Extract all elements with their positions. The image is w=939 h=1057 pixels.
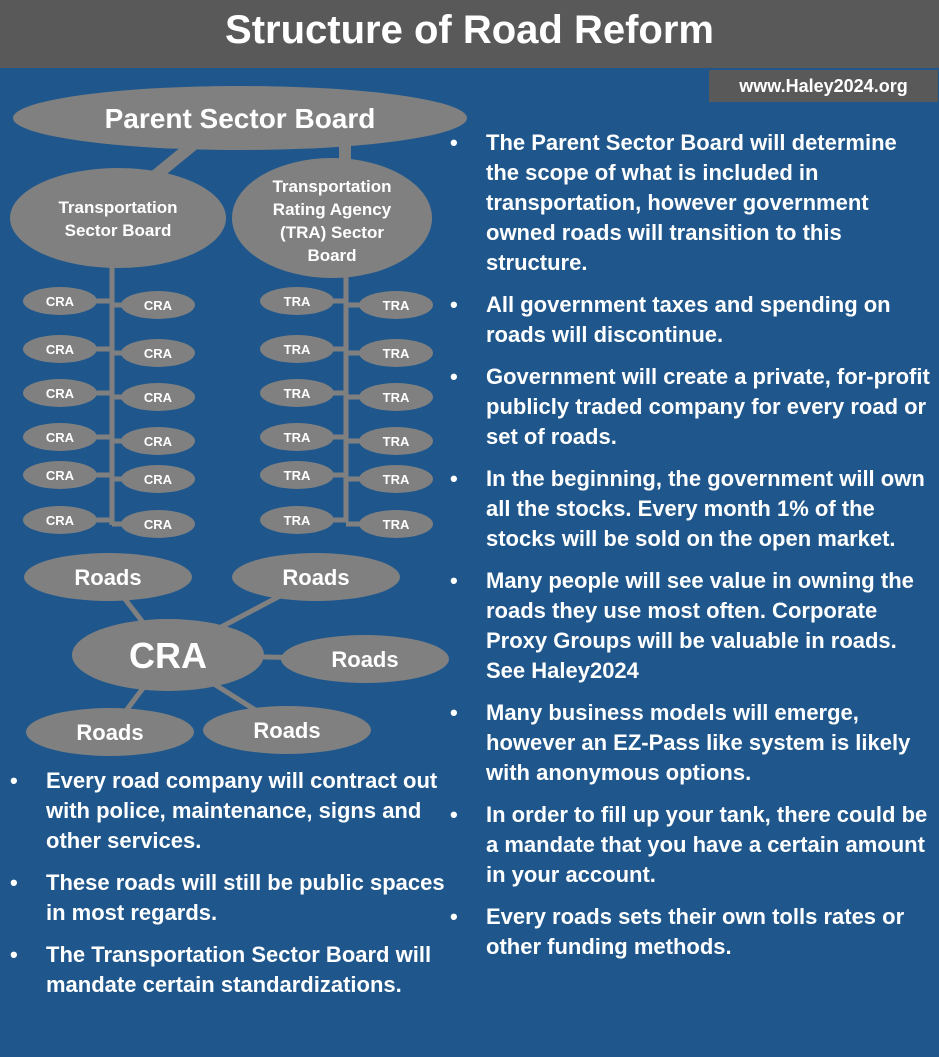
cra-oval-label: CRA: [45, 468, 75, 483]
road-label: Roads: [331, 647, 399, 672]
tra-board-line-2: Rating Agency: [272, 200, 392, 219]
tra-oval-label: TRA: [382, 346, 410, 361]
left-bullet-1: • Every road company will contract out with police, maintenance, signs and other services.: [8, 766, 458, 856]
cra-oval-label: CRA: [45, 513, 75, 528]
tra-oval-label: TRA: [382, 298, 410, 313]
road-label: Roads: [282, 565, 350, 590]
tra-oval-label: TRA: [283, 468, 311, 483]
cra-hub-label: CRA: [129, 635, 207, 676]
cra-oval-label: CRA: [45, 342, 75, 357]
tra-oval-label: TRA: [382, 390, 410, 405]
road-label: Roads: [74, 565, 142, 590]
website-url[interactable]: www.Haley2024.org: [709, 70, 938, 102]
cra-oval-label: CRA: [143, 346, 173, 361]
cra-oval-label: CRA: [143, 472, 173, 487]
tra-oval-label: TRA: [382, 434, 410, 449]
tra-oval-label: TRA: [382, 517, 410, 532]
left-bullet-3: • The Transportation Sector Board will mandate certain standardizations.: [8, 940, 458, 1000]
right-bullet-5: • Many people will see value in owning the roads they use most often. Corporate Proxy Groups will be valuable in roads. See Haley2024: [448, 566, 933, 686]
tra-board-line-4: Board: [307, 246, 357, 265]
transportation-sector-board: [10, 168, 226, 268]
left-bullet-list: [8, 766, 458, 1012]
cra-oval-label: CRA: [143, 298, 173, 313]
cra-oval-label: CRA: [45, 386, 75, 401]
parent-sector-board-label: Parent Sector Board: [104, 103, 376, 134]
tra-oval-label: TRA: [283, 342, 311, 357]
tra-board-line-1: Transportation: [272, 177, 392, 196]
left-bullet-2: • These roads will still be public spaces in most regards.: [8, 868, 458, 928]
right-bullet-list: [448, 128, 933, 974]
cra-oval-label: CRA: [45, 294, 75, 309]
right-bullet-2: • All government taxes and spending on roads will discontinue.: [448, 290, 933, 350]
tra-board-line-3: (TRA) Sector: [280, 223, 384, 242]
right-bullet-4: • In the beginning, the government will own all the stocks. Every month 1% of the stocks will be sold on the open market.: [448, 464, 933, 554]
cra-oval-label: CRA: [45, 430, 75, 445]
tra-oval-label: TRA: [283, 513, 311, 528]
right-bullet-8: • Every roads sets their own tolls rates or other funding methods.: [448, 902, 933, 962]
transportation-board-line-2: Sector Board: [64, 221, 172, 240]
transportation-board-line-1: Transportation: [58, 198, 178, 217]
cra-oval-label: CRA: [143, 517, 173, 532]
right-bullet-6: • Many business models will emerge, however an EZ-Pass like system is likely with anonymous options.: [448, 698, 933, 788]
tra-oval-label: TRA: [382, 472, 410, 487]
tra-oval-label: TRA: [283, 386, 311, 401]
tra-oval-label: TRA: [283, 294, 311, 309]
cra-oval-label: CRA: [143, 434, 173, 449]
right-bullet-1: • The Parent Sector Board will determine the scope of what is included in transportation, however government owned roads will transition to this structure.: [448, 128, 933, 278]
cra-ovals: [23, 287, 195, 538]
road-label: Roads: [76, 720, 144, 745]
right-bullet-3: • Government will create a private, for-profit publicly traded company for every road or set of roads.: [448, 362, 933, 452]
road-label: Roads: [253, 718, 321, 743]
right-bullet-7: • In order to fill up your tank, there could be a mandate that you have a certain amount in your account.: [448, 800, 933, 890]
tra-oval-label: TRA: [283, 430, 311, 445]
cra-oval-label: CRA: [143, 390, 173, 405]
page-title: Structure of Road Reform: [225, 8, 714, 52]
